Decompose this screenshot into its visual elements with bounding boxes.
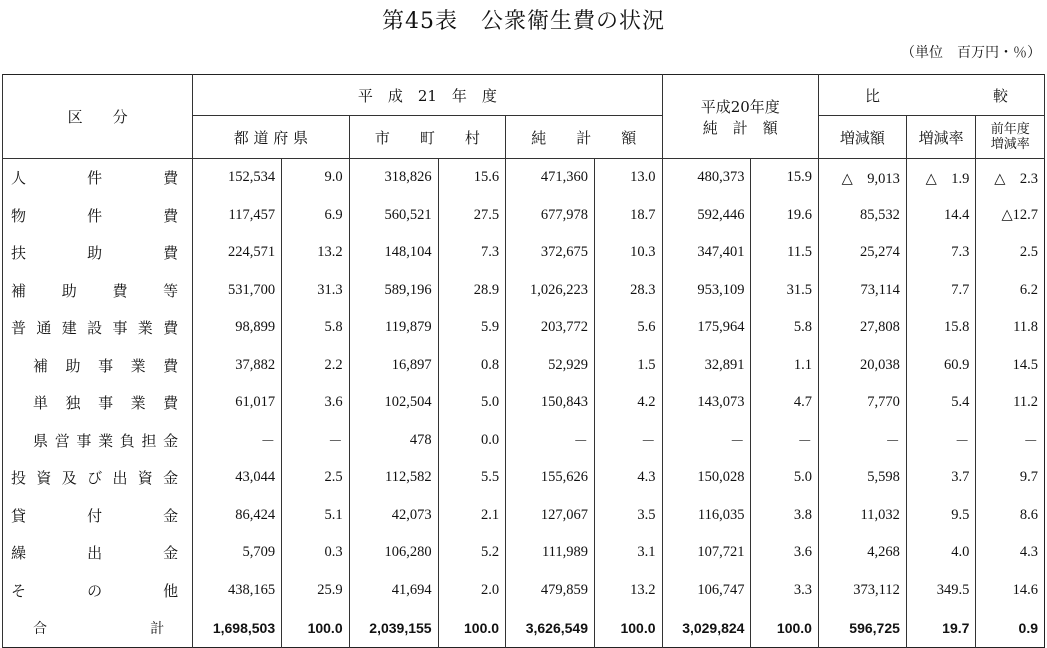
- cell-value: 13.2: [282, 234, 349, 272]
- row-label-char: 費: [163, 244, 179, 263]
- row-label-char: 補: [11, 281, 27, 300]
- row-label-char: 普: [11, 319, 27, 338]
- row-label-char: 設: [87, 319, 103, 338]
- table-row: [3, 197, 1045, 235]
- cell-value: 14.4: [906, 197, 976, 235]
- cell-value: 5.6: [595, 309, 663, 347]
- cell-value: 5,598: [818, 459, 906, 497]
- cell-value: 16,897: [349, 347, 438, 385]
- row-label-char: 件: [87, 206, 103, 225]
- cell-value: 3.5: [595, 497, 663, 535]
- row-label: [3, 234, 193, 272]
- cell-value: －: [751, 422, 818, 460]
- cell-value: 0.9: [976, 609, 1045, 647]
- row-label-char: 通: [36, 319, 52, 338]
- cell-value: 6.9: [282, 197, 349, 235]
- row-label-char: 単: [33, 394, 49, 413]
- cell-value: 37,882: [193, 347, 282, 385]
- cell-value: △12.7: [976, 197, 1045, 235]
- cell-value: －: [662, 422, 751, 460]
- cell-value: 7.7: [906, 272, 976, 310]
- cell-value: 19.7: [906, 609, 976, 647]
- cell-value: 43,044: [193, 459, 282, 497]
- cell-value: 20,038: [818, 347, 906, 385]
- header-zougenritsu: 増減率: [906, 116, 976, 159]
- table-row: [3, 497, 1045, 535]
- cell-value: 5.9: [438, 309, 505, 347]
- row-label: [3, 272, 193, 310]
- header-kubun: 区 分: [3, 75, 193, 159]
- cell-value: 102,504: [349, 384, 438, 422]
- header-zennendo-2: 増減率: [990, 137, 1030, 152]
- row-label-char: 合: [33, 620, 47, 637]
- cell-value: 1,698,503: [193, 609, 282, 647]
- header-year20-line1: 平成20年度: [700, 97, 780, 116]
- row-label-char: 事: [98, 394, 114, 413]
- row-label-char: 県: [33, 431, 49, 450]
- table-row: [3, 272, 1045, 310]
- cell-value: 2,039,155: [349, 609, 438, 647]
- row-label-char: 付: [87, 506, 103, 525]
- row-label-char: 金: [163, 544, 179, 563]
- cell-value: 6.2: [976, 272, 1045, 310]
- row-label: [3, 422, 193, 460]
- cell-value: 100.0: [282, 609, 349, 647]
- row-label-char: 出: [112, 469, 128, 488]
- header-hikaku: [818, 75, 1044, 116]
- row-label: [3, 309, 193, 347]
- header-shichoson: 市 町 村: [349, 116, 505, 159]
- cell-value: －: [506, 422, 595, 460]
- table-row: [3, 159, 1045, 197]
- row-label-char: 担: [141, 431, 157, 450]
- cell-value: －: [976, 422, 1045, 460]
- row-label-char: 等: [163, 281, 179, 300]
- cell-value: 5.4: [906, 384, 976, 422]
- cell-value: 372,675: [506, 234, 595, 272]
- row-label-char: 計: [150, 620, 165, 637]
- row-label-char: 金: [163, 469, 179, 488]
- row-label-char: 業: [130, 356, 146, 375]
- cell-value: 3.1: [595, 534, 663, 572]
- table-row: [3, 422, 1045, 460]
- header-year21: 平 成 21 年 度: [193, 75, 662, 116]
- cell-value: 112,582: [349, 459, 438, 497]
- cell-value: 175,964: [662, 309, 751, 347]
- cell-value: 117,457: [193, 197, 282, 235]
- cell-value: 560,521: [349, 197, 438, 235]
- cell-value: 589,196: [349, 272, 438, 310]
- cell-value: 106,280: [349, 534, 438, 572]
- row-label-char: 費: [163, 356, 179, 375]
- row-label-char: 投: [11, 469, 27, 488]
- row-label: [3, 347, 193, 385]
- cell-value: 5,709: [193, 534, 282, 572]
- cell-value: 5.5: [438, 459, 505, 497]
- cell-value: 9.5: [906, 497, 976, 535]
- cell-value: 100.0: [751, 609, 818, 647]
- cell-value: 155,626: [506, 459, 595, 497]
- cell-value: 27.5: [438, 197, 505, 235]
- cell-value: △ 1.9: [906, 159, 976, 197]
- cell-value: 203,772: [506, 309, 595, 347]
- row-label-char: 扶: [11, 244, 27, 263]
- total-row: [3, 609, 1045, 647]
- cell-value: 106,747: [662, 572, 751, 610]
- table-row: [3, 534, 1045, 572]
- row-label: [3, 197, 193, 235]
- cell-value: 19.6: [751, 197, 818, 235]
- header-zougengaku: 増減額: [818, 116, 906, 159]
- cell-value: 7.3: [438, 234, 505, 272]
- cell-value: 373,112: [818, 572, 906, 610]
- cell-value: －: [906, 422, 976, 460]
- table-row: [3, 234, 1045, 272]
- cell-value: 3.7: [906, 459, 976, 497]
- cell-value: －: [595, 422, 663, 460]
- cell-value: 9.7: [976, 459, 1045, 497]
- cell-value: 14.5: [976, 347, 1045, 385]
- cell-value: 152,534: [193, 159, 282, 197]
- row-label-char: 事: [112, 319, 128, 338]
- header-hikaku-2: 較: [992, 86, 1008, 105]
- cell-value: 2.2: [282, 347, 349, 385]
- header-zennendo: [976, 116, 1045, 159]
- cell-value: 107,721: [662, 534, 751, 572]
- unit-note: （単位 百万円・％）: [901, 45, 1041, 61]
- cell-value: 4,268: [818, 534, 906, 572]
- cell-value: 4.3: [976, 534, 1045, 572]
- cell-value: 5.1: [282, 497, 349, 535]
- cell-value: 13.0: [595, 159, 663, 197]
- cell-value: 4.0: [906, 534, 976, 572]
- row-label-char: 費: [163, 319, 179, 338]
- cell-value: 116,035: [662, 497, 751, 535]
- row-label-char: 業: [137, 319, 153, 338]
- cell-value: 148,104: [349, 234, 438, 272]
- cell-value: 11.5: [751, 234, 818, 272]
- row-label-char: 助: [65, 356, 81, 375]
- cell-value: 31.5: [751, 272, 818, 310]
- cell-value: 5.0: [438, 384, 505, 422]
- cell-value: 150,843: [506, 384, 595, 422]
- cell-value: 224,571: [193, 234, 282, 272]
- cell-value: 73,114: [818, 272, 906, 310]
- row-label-char: 業: [98, 431, 114, 450]
- row-label-char: 補: [33, 356, 49, 375]
- cell-value: 100.0: [438, 609, 505, 647]
- cell-value: 28.9: [438, 272, 505, 310]
- row-label: [3, 609, 193, 647]
- row-label-char: そ: [11, 581, 27, 600]
- header-junkei: 純 計 額: [506, 116, 662, 159]
- cell-value: 471,360: [506, 159, 595, 197]
- row-label-char: 負: [119, 431, 135, 450]
- row-label-char: 費: [163, 394, 179, 413]
- row-label: [3, 459, 193, 497]
- cell-value: 60.9: [906, 347, 976, 385]
- row-label-char: 貸: [11, 506, 27, 525]
- row-label-char: 物: [11, 206, 27, 225]
- cell-value: 4.3: [595, 459, 663, 497]
- cell-value: 8.6: [976, 497, 1045, 535]
- cell-value: △ 2.3: [976, 159, 1045, 197]
- cell-value: 10.3: [595, 234, 663, 272]
- cell-value: 28.3: [595, 272, 663, 310]
- page-title: 第45表 公衆衛生費の状況: [382, 9, 665, 34]
- cell-value: 15.9: [751, 159, 818, 197]
- row-label: [3, 572, 193, 610]
- cell-value: 7,770: [818, 384, 906, 422]
- cell-value: 3.3: [751, 572, 818, 610]
- table-row: [3, 309, 1045, 347]
- cell-value: 677,978: [506, 197, 595, 235]
- cell-value: 11.8: [976, 309, 1045, 347]
- row-label-char: 人: [11, 169, 27, 188]
- cell-value: 150,028: [662, 459, 751, 497]
- cell-value: 25,274: [818, 234, 906, 272]
- cell-value: 349.5: [906, 572, 976, 610]
- cell-value: 1,026,223: [506, 272, 595, 310]
- cell-value: 7.3: [906, 234, 976, 272]
- table-row: [3, 347, 1045, 385]
- cell-value: 85,532: [818, 197, 906, 235]
- row-label: [3, 497, 193, 535]
- cell-value: 953,109: [662, 272, 751, 310]
- cell-value: 2.5: [282, 459, 349, 497]
- cell-value: 61,017: [193, 384, 282, 422]
- cell-value: 1.5: [595, 347, 663, 385]
- cell-value: 41,694: [349, 572, 438, 610]
- cell-value: 480,373: [662, 159, 751, 197]
- row-label-char: 資: [137, 469, 153, 488]
- cell-value: 5.2: [438, 534, 505, 572]
- cell-value: 2.1: [438, 497, 505, 535]
- cell-value: 592,446: [662, 197, 751, 235]
- cell-value: 98,899: [193, 309, 282, 347]
- row-label-char: 及: [61, 469, 77, 488]
- header-year20: [662, 75, 818, 159]
- row-label-char: の: [87, 581, 103, 600]
- cell-value: 1.1: [751, 347, 818, 385]
- cell-value: 4.7: [751, 384, 818, 422]
- cell-value: 42,073: [349, 497, 438, 535]
- cell-value: △ 9,013: [818, 159, 906, 197]
- cell-value: 596,725: [818, 609, 906, 647]
- row-label: [3, 159, 193, 197]
- row-label-char: 事: [98, 356, 114, 375]
- cell-value: 5.0: [751, 459, 818, 497]
- cell-value: 3,626,549: [506, 609, 595, 647]
- cell-value: －: [818, 422, 906, 460]
- cell-value: 31.3: [282, 272, 349, 310]
- cell-value: 3.6: [282, 384, 349, 422]
- row-label-char: 出: [87, 544, 103, 563]
- header-todofuken: 都 道 府 県: [193, 116, 349, 159]
- row-label-char: 繰: [11, 544, 27, 563]
- row-label-char: 費: [163, 206, 179, 225]
- row-label: [3, 384, 193, 422]
- cell-value: 143,073: [662, 384, 751, 422]
- cell-value: 479,859: [506, 572, 595, 610]
- cell-value: －: [193, 422, 282, 460]
- cell-value: 18.7: [595, 197, 663, 235]
- cell-value: 32,891: [662, 347, 751, 385]
- cell-value: 0.8: [438, 347, 505, 385]
- header-zennendo-1: 前年度: [990, 122, 1030, 137]
- cell-value: 13.2: [595, 572, 663, 610]
- cell-value: 11.2: [976, 384, 1045, 422]
- cell-value: 3,029,824: [662, 609, 751, 647]
- table-row: [3, 459, 1045, 497]
- header-year20-line2: 純 計 額: [702, 118, 778, 137]
- row-label-char: び: [87, 469, 103, 488]
- cell-value: 347,401: [662, 234, 751, 272]
- cell-value: 3.8: [751, 497, 818, 535]
- row-label-char: 建: [61, 319, 77, 338]
- header-hikaku-1: 比: [864, 86, 880, 105]
- cell-value: 100.0: [595, 609, 663, 647]
- row-label-char: 助: [61, 281, 77, 300]
- cell-value: 4.2: [595, 384, 663, 422]
- row-label-char: 他: [163, 581, 179, 600]
- row-label-char: 金: [163, 431, 179, 450]
- cell-value: 318,826: [349, 159, 438, 197]
- cell-value: 5.8: [751, 309, 818, 347]
- cell-value: 531,700: [193, 272, 282, 310]
- cell-value: 111,989: [506, 534, 595, 572]
- cell-value: 5.8: [282, 309, 349, 347]
- cell-value: 478: [349, 422, 438, 460]
- cell-value: 9.0: [282, 159, 349, 197]
- cell-value: 86,424: [193, 497, 282, 535]
- cell-value: 25.9: [282, 572, 349, 610]
- row-label-char: 件: [87, 169, 103, 188]
- cell-value: 27,808: [818, 309, 906, 347]
- cell-value: 0.0: [438, 422, 505, 460]
- cell-value: 2.0: [438, 572, 505, 610]
- cell-value: －: [282, 422, 349, 460]
- cell-value: 15.8: [906, 309, 976, 347]
- row-label-char: 業: [130, 394, 146, 413]
- cell-value: 3.6: [751, 534, 818, 572]
- cell-value: 15.6: [438, 159, 505, 197]
- cell-value: 438,165: [193, 572, 282, 610]
- cell-value: 11,032: [818, 497, 906, 535]
- row-label-char: 費: [163, 169, 179, 188]
- cell-value: 119,879: [349, 309, 438, 347]
- row-label-char: 金: [163, 506, 179, 525]
- row-label: [3, 534, 193, 572]
- table-row: [3, 384, 1045, 422]
- public-health-table: [2, 74, 1045, 648]
- cell-value: 127,067: [506, 497, 595, 535]
- row-label-char: 助: [87, 244, 103, 263]
- cell-value: 0.3: [282, 534, 349, 572]
- cell-value: 52,929: [506, 347, 595, 385]
- cell-value: 14.6: [976, 572, 1045, 610]
- row-label-char: 独: [65, 394, 81, 413]
- table-row: [3, 572, 1045, 610]
- row-label-char: 営: [54, 431, 70, 450]
- row-label-char: 資: [36, 469, 52, 488]
- row-label-char: 費: [112, 281, 128, 300]
- cell-value: 2.5: [976, 234, 1045, 272]
- row-label-char: 事: [76, 431, 92, 450]
